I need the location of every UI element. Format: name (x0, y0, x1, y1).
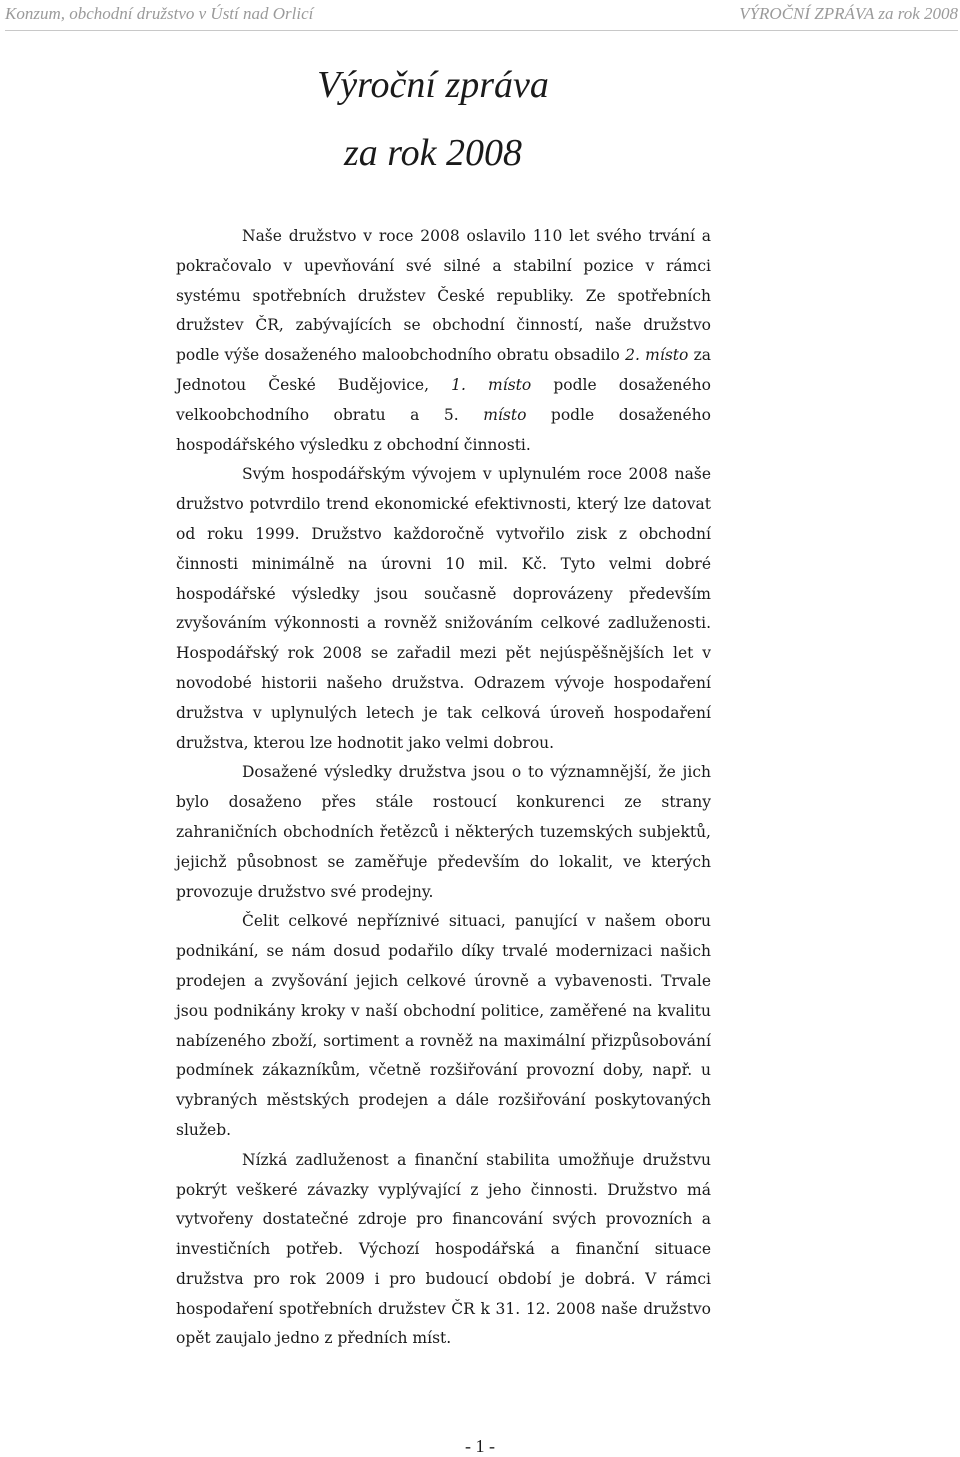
paragraph-1-text-c: za Jednotou České Budějovice, (176, 346, 712, 394)
paragraph-2: Svým hospodářským vývojem v uplynulém roce 2008 naše družstvo potvrdilo trend ekonomické efektivnosti, který lze datovat od roku 1999. Družstvo každoročně vytvořilo zisk z obchodní činnosti minimálně na úrovni 10 mil. Kč. Tyto velmi dobré hospodářské výsledky jsou současně doprovázeny především zvyšováním výkonnosti a rovněž snižováním celkové zadluženosti. Hospodářský rok 2008 se zařadil mezi pět nejúspěšnějších let v novodobé historii našeho družstva. Odrazem vývoje hospodaření družstva v uplynulých letech je tak celková úroveň hospodaření družstva, kterou lze hodnotit jako velmi dobrou. (176, 465, 711, 752)
document-subtitle: za rok 2008 (343, 132, 523, 174)
paragraph-1 (176, 222, 711, 460)
paragraph-1-italic-d: 1. místo (451, 375, 532, 394)
document-title: Výroční zpráva (317, 64, 549, 106)
report-body (176, 222, 711, 1354)
paragraph-1-text-e: podle dosaženého velkoobchodního obratu a 5. (176, 375, 711, 424)
paragraph-1-italic-b: 2. místo (625, 346, 689, 365)
paragraph-5: Nízká zadluženost a finanční stabilita umožňuje družstvu pokrýt veškeré závazky vyplývající z jeho činnosti. Družstvo má vytvořeny dostatečné zdroje pro financování svých provozních a investičních potřeb. Výchozí hospodářská a finanční situace družstva pro rok 2009 i pro budoucí období je dobrá. V rámci hospodaření spotřebních družstev ČR k 31. 12. 2008 naše družstvo opět zaujalo jedno z předních míst. (176, 1150, 711, 1348)
paragraph-4: Čelit celkové nepříznivé situaci, panující v našem oboru podnikání, se nám dosud podařilo díky trvalé modernizaci našich prodejen a zvyšování jejich celkové úrovně a vybavenosti. Trvale jsou podnikány kroky v naší obchodní politice, zaměřené na kvalitu nabízeného zboží, sortiment a rovněž na maximální přizpůsobování podmínek zákazníkům, včetně rozšiřování provozní doby, např. u vybraných městských prodejen a dále rozšiřování poskytovaných služeb. (176, 912, 711, 1139)
paragraph-1-text-g: podle dosaženého hospodářského výsledku z obchodní činnosti. (176, 405, 711, 454)
header-divider (5, 30, 958, 31)
page-header (5, 4, 958, 28)
paragraph-1-italic-f: místo (483, 405, 527, 424)
header-organization: Konzum, obchodní družstvo v Ústí nad Orlicí (5, 4, 314, 23)
paragraph-1-text-a: Naše družstvo v roce 2008 oslavilo 110 let svého trvání a pokračovalo v upevňování své silné a stabilní pozice v rámci systému spotřebních družstev České republiky. Ze spotřebních družstev ČR, zabývajících se obchodní činností, naše družstvo podle výše dosaženého maloobchodního obratu obsadilo (176, 227, 711, 365)
page-number: - 1 - (465, 1436, 495, 1456)
paragraph-3: Dosažené výsledky družstva jsou o to významnější, že jich bylo dosaženo přes stále rostoucí konkurenci ze strany zahraničních obchodních řetězců i některých tuzemských subjektů, jejichž působnost se zaměřuje především do lokalit, ve kterých provozuje družstvo své prodejny. (176, 763, 711, 901)
header-report-title: VÝROČNÍ ZPRÁVA za rok 2008 (739, 4, 958, 23)
